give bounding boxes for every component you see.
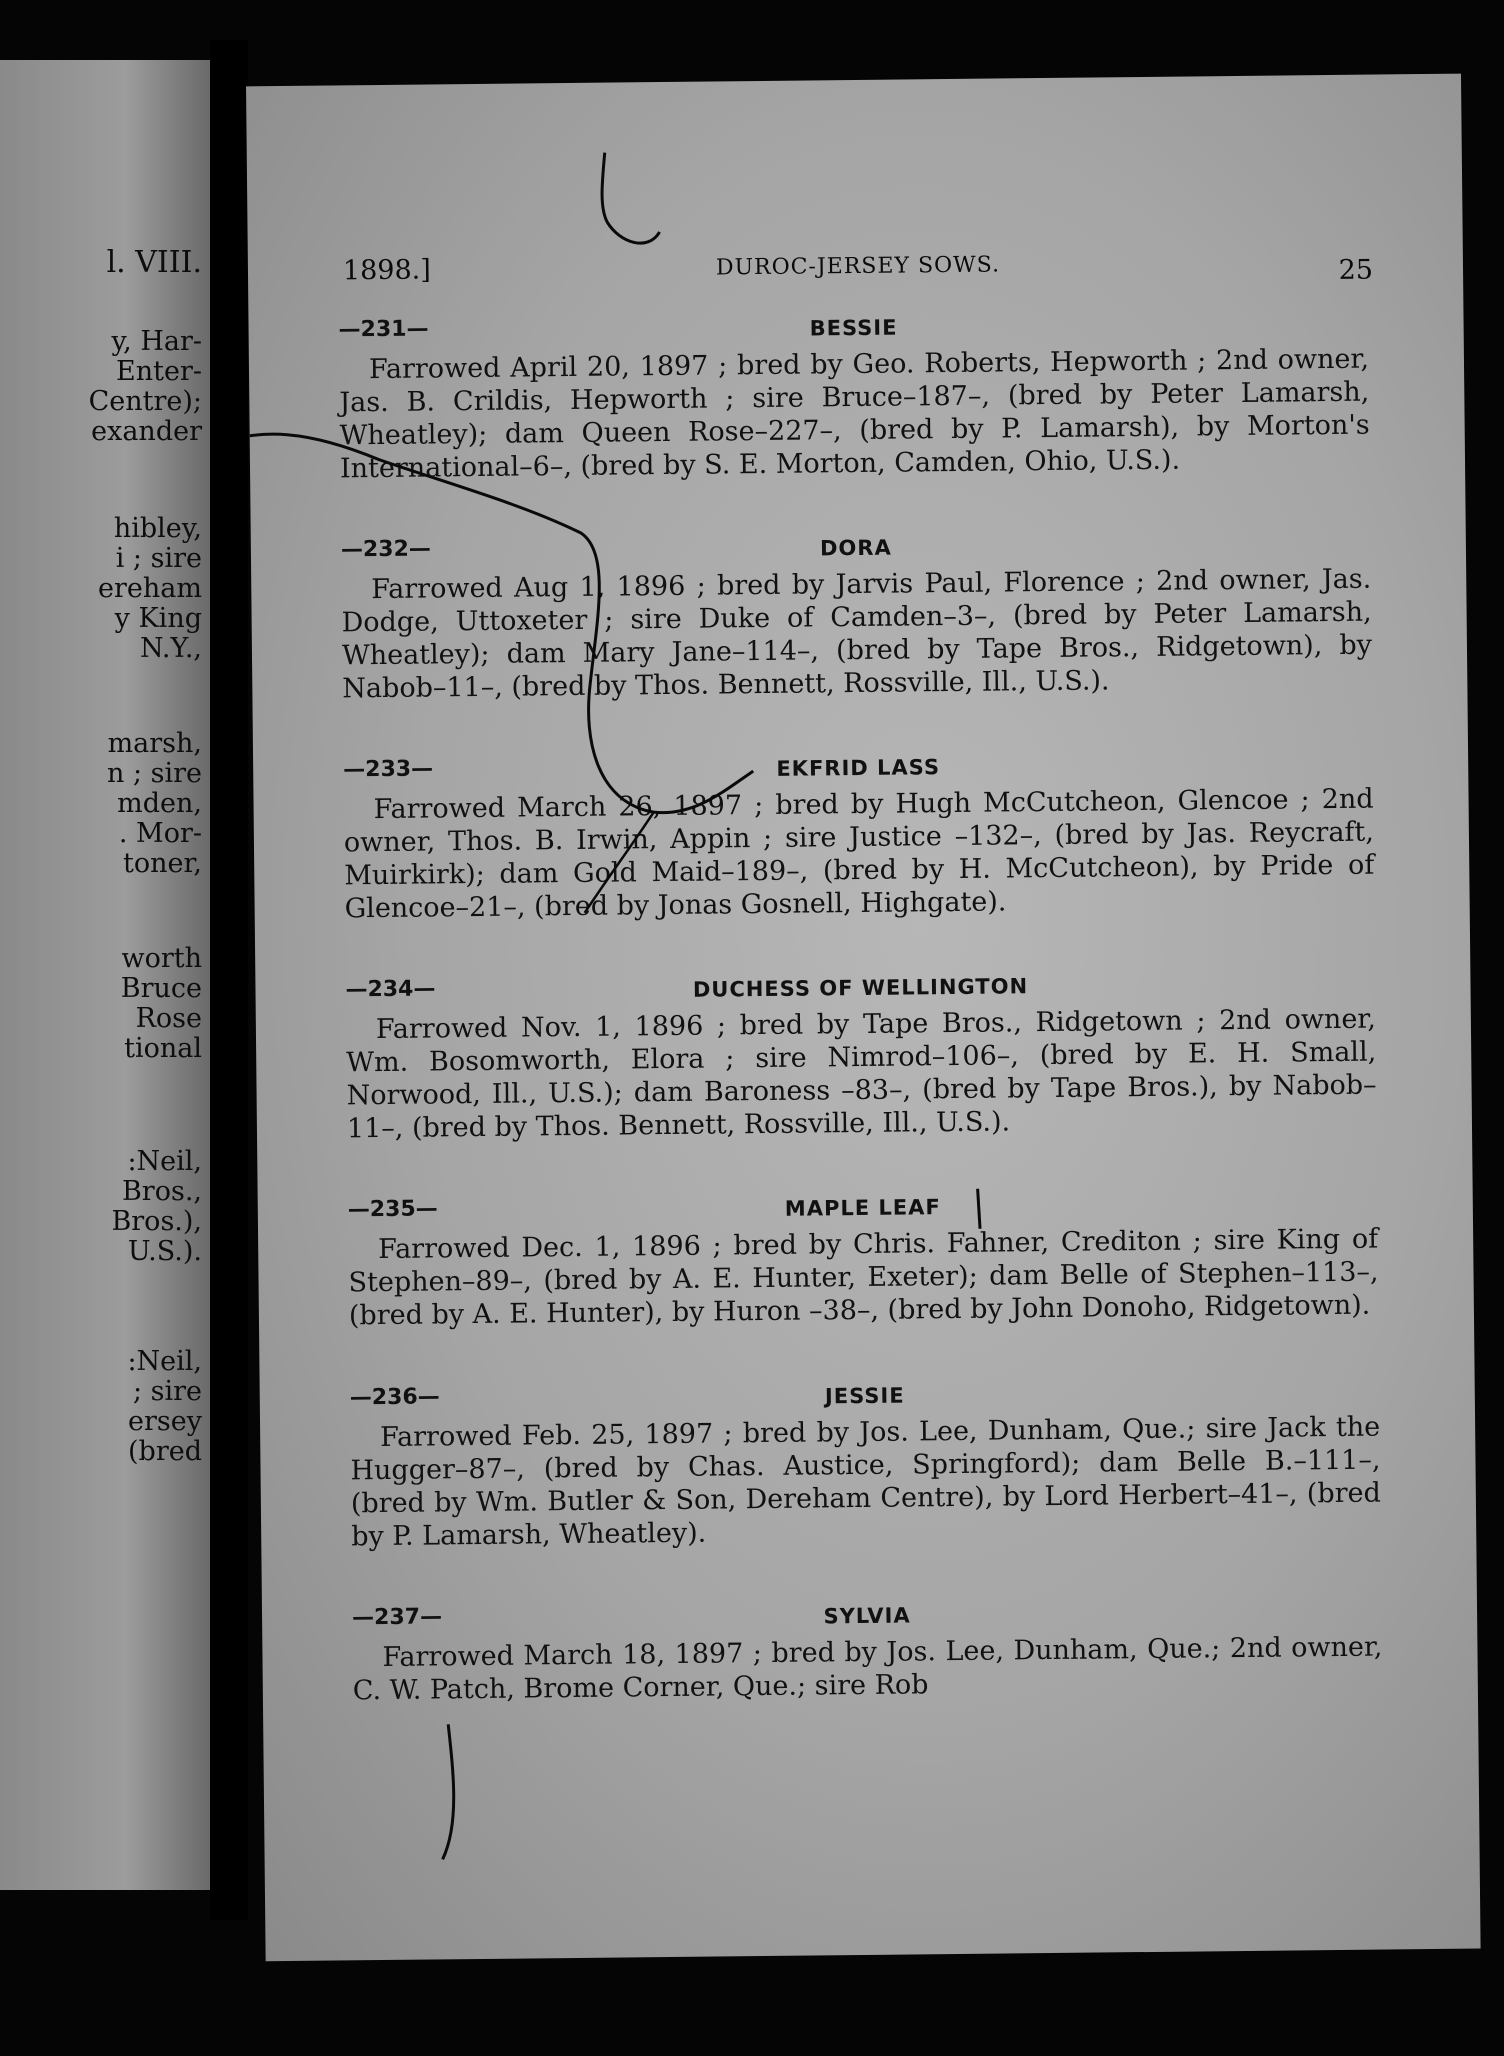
running-head-title: DUROC-JERSEY SOWS. [715, 252, 1001, 281]
facing-page-line: :Neil, [127, 1146, 202, 1177]
entry-number: —231— [338, 316, 429, 343]
entry-name: DORA [819, 535, 892, 561]
entry-text: Farrowed Dec. 1, 1896 ; bred by Chris. Fahner, Crediton ; sire King of Stephen–89–, (bred by A. E. Hunter, Exeter); dam Belle of Stephen–113–, (bred by A. E. Hunter), by Huron –38–, (bred by John Donoho, Ridgetown). [348, 1223, 1379, 1332]
entry-number: —236— [349, 1384, 440, 1411]
register-entry [345, 967, 1377, 1146]
entry-text: Farrowed Feb. 25, 1897 ; bred by Jos. Lee, Dunham, Que.; sire Jack the Hugger–87–, (bred by Chas. Austice, Springford); dam Belle B.–111–, (bred by Wm. Butler & Son, Dereham Centre), by Lord Herbert–41–, (bred by P. Lamarsh, Wheatley). [350, 1411, 1381, 1553]
facing-page-line: Bros.), [111, 1206, 202, 1237]
facing-page-line: l. VIII. [106, 245, 202, 280]
facing-page-line: toner, [123, 848, 202, 879]
facing-page-line: U.S.). [127, 1236, 202, 1267]
register-entry [350, 1375, 1382, 1554]
entry-name: MAPLE LEAF [784, 1195, 941, 1221]
facing-page-line: Bruce [120, 973, 202, 1004]
book-gutter [210, 40, 248, 1920]
facing-page-line: mden, [117, 788, 202, 819]
facing-page-line: n ; sire [106, 758, 202, 789]
facing-page-line: Centre); [88, 386, 202, 417]
running-head [343, 245, 1373, 296]
entry-name: BESSIE [809, 315, 898, 341]
facing-page-line: y King [114, 603, 202, 634]
facing-page-line: Rose [135, 1003, 202, 1034]
running-head-year: 1898.] [342, 254, 431, 287]
facing-page-line: ersey [128, 1406, 202, 1437]
facing-page-line: marsh, [107, 728, 202, 759]
facing-page-line: hibley, [113, 513, 202, 544]
register-entry [352, 1595, 1383, 1708]
entry-text: Farrowed March 26, 1897 ; bred by Hugh McCutcheon, Glencoe ; 2nd owner, Thos. B. Irwin, Appin ; sire Justice –132–, (bred by Jas. Reycraft, Muirkirk); dam Gold Maid–189–, (bred by H. McCutcheon), by Pride of Glencoe–21–, (bred by Jonas Gosnell, Highgate). [343, 783, 1375, 925]
entry-number: —234— [345, 976, 436, 1003]
entry-number: —233— [343, 756, 434, 783]
facing-page-line: :Neil, [127, 1346, 202, 1377]
book-page [246, 74, 1481, 1962]
entry-text: Farrowed April 20, 1897 ; bred by Geo. Roberts, Hepworth ; 2nd owner, Jas. B. Crildis, Hepworth ; sire Bruce–187–, (bred by Peter Lamarsh, Wheatley); dam Queen Rose–227–, (bred by P. Lamarsh), by Morton's International–6–, (bred by S. E. Morton, Camden, Ohio, U.S.). [339, 343, 1370, 485]
register-entry [343, 747, 1375, 926]
entry-name: DUCHESS OF WELLINGTON [692, 974, 1029, 1002]
facing-page-line: tional [124, 1033, 202, 1064]
entry-number: —235— [347, 1196, 438, 1223]
facing-page-line: N.Y., [140, 633, 202, 664]
entry-name: EKFRID LASS [776, 755, 941, 781]
register-entry [348, 1187, 1379, 1333]
entry-text: Farrowed Aug 1, 1896 ; bred by Jarvis Paul, Florence ; 2nd owner, Jas. Dodge, Uttoxeter ; sire Duke of Camden–3–, (bred by Peter Lamarsh, Wheatley); dam Mary Jane–114–, (bred by Tape Bros., Ridgetown), by Nabob–11–, (bred by Thos. Bennett, Rossville, Ill., U.S.). [341, 563, 1373, 705]
entry-name: JESSIE [824, 1383, 905, 1409]
facing-page-line: worth [121, 943, 202, 974]
facing-page-line: . Mor- [118, 818, 202, 849]
register-entry [338, 307, 1370, 486]
facing-page-line: (bred [128, 1436, 202, 1467]
facing-page-line: Enter- [116, 356, 202, 387]
register-entry [341, 527, 1373, 706]
facing-page-line: ; sire [132, 1376, 202, 1407]
entry-number: —237— [351, 1604, 443, 1631]
facing-page-line: Bros., [121, 1176, 202, 1207]
facing-page-line: exander [91, 416, 202, 447]
entry-text: Farrowed March 18, 1897 ; bred by Jos. Lee, Dunham, Que.; 2nd owner, C. W. Patch, Brome Corner, Que.; sire Rob [352, 1631, 1383, 1707]
entry-text: Farrowed Nov. 1, 1896 ; bred by Tape Bros., Ridgetown ; 2nd owner, Wm. Bosomworth, Elora ; sire Nimrod–106–, (bred by E. H. Small, Norwood, Ill., U.S.); dam Baroness –83–, (bred by Tape Bros.), by Nabob–11–, (bred by Thos. Bennett, Rossville, Ill., U.S.). [346, 1003, 1377, 1145]
entry-number: —232— [340, 536, 431, 563]
facing-page-line: ereham [98, 573, 202, 604]
entry-name: SYLVIA [823, 1603, 911, 1629]
facing-page [0, 60, 210, 1890]
facing-page-line: y, Har- [111, 326, 202, 357]
page-number: 25 [1338, 254, 1374, 286]
facing-page-line: i ; sire [115, 543, 202, 574]
